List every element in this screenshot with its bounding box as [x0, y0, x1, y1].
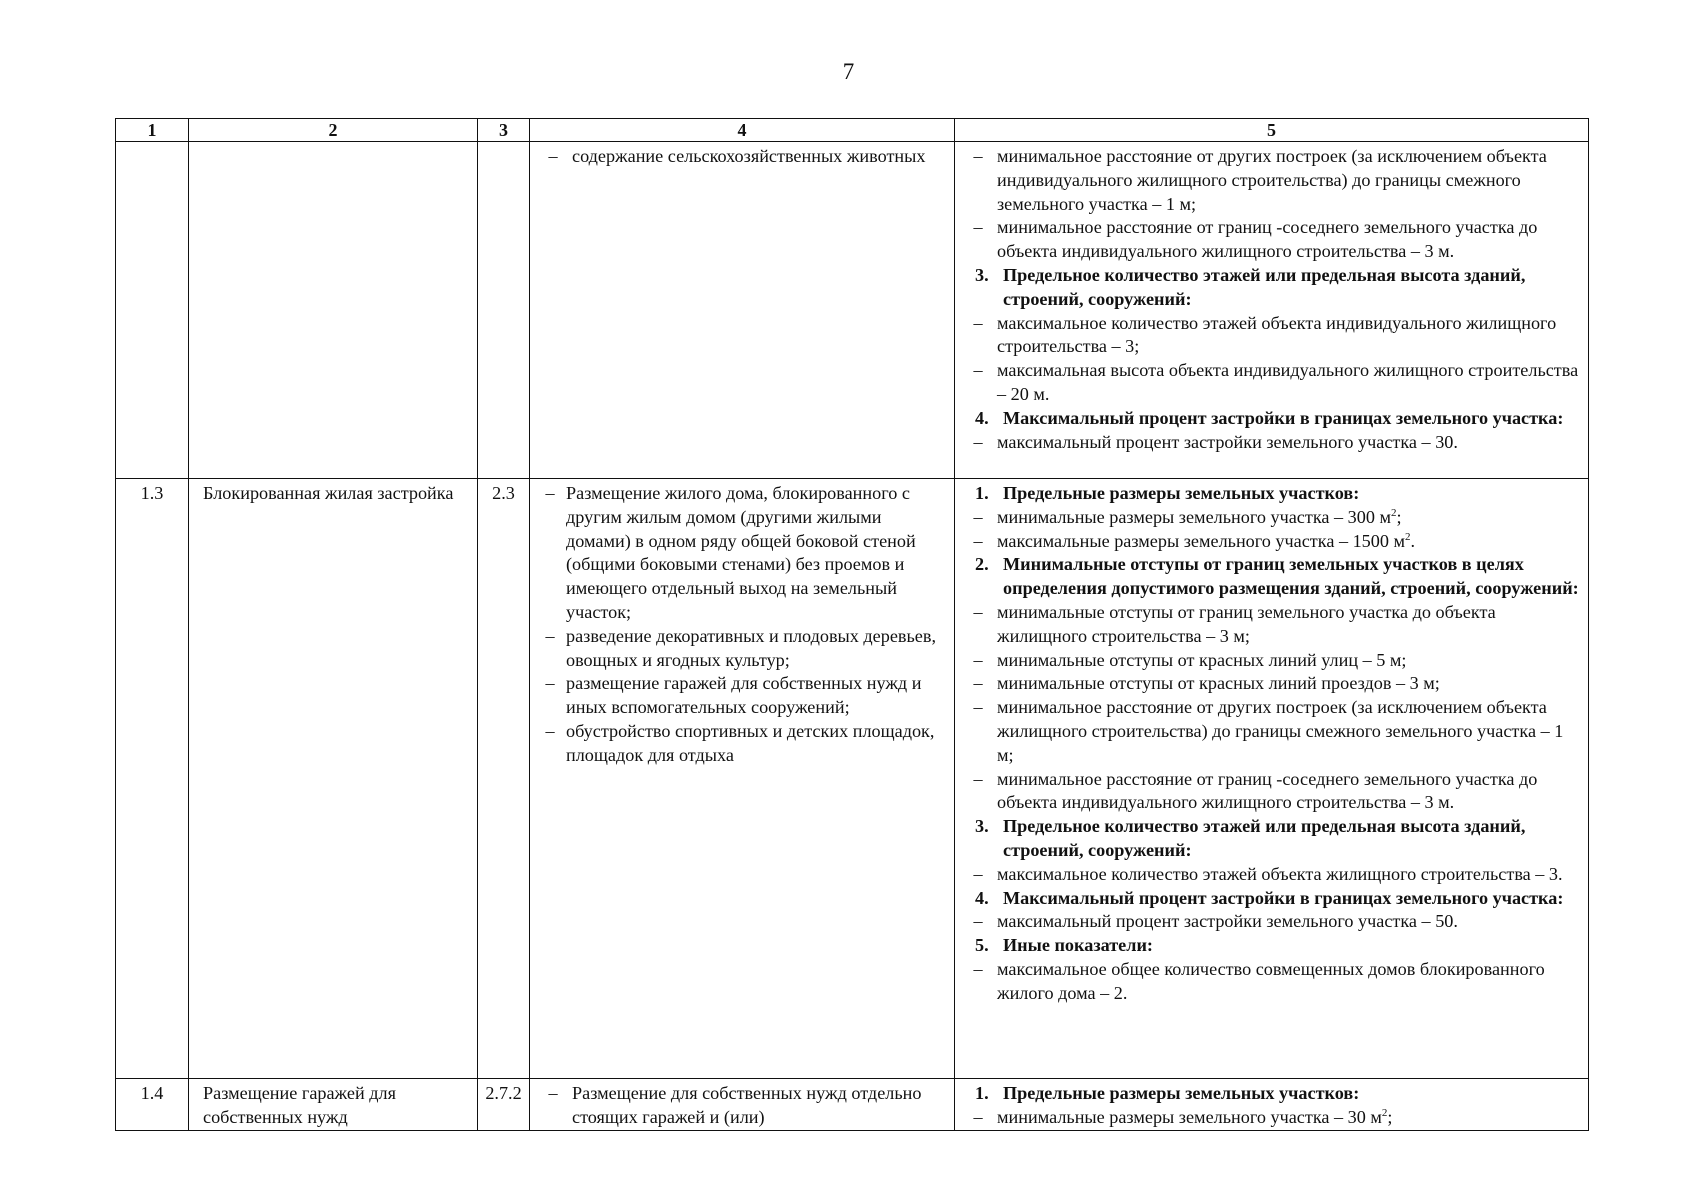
- dash-marker: [959, 506, 997, 530]
- marker-text: –: [973, 1106, 983, 1127]
- number-marker: [959, 264, 1003, 312]
- dash-marker: [959, 530, 997, 554]
- parameter-main-text: минимальные отступы от границ земельного участка до объекта жилищного строительства – 3 м;: [997, 601, 1496, 646]
- marker-text: –: [973, 360, 983, 381]
- parameters-cell: [955, 479, 1589, 1079]
- use-list-item: [534, 720, 948, 768]
- parameter-main-text: минимальное расстояние от других построек (за исключением объекта жилищного строительства) до границы смежного земельного участка – 1 м;: [997, 697, 1564, 765]
- use-description-cell: [530, 1079, 955, 1131]
- parameter-main-text: минимальные отступы от красных линий улиц – 5 м;: [997, 649, 1407, 670]
- parameter-text: [997, 1106, 1582, 1130]
- marker-text: 1.: [975, 483, 989, 503]
- parameter-main-text: максимальное количество этажей объекта жилищного строительства – 3.: [997, 863, 1563, 884]
- marker-text: –: [973, 217, 983, 238]
- use-text: размещение гаражей для собственных нужд и иных вспомогательных сооружений;: [566, 673, 922, 718]
- use-name-cell: [189, 142, 478, 479]
- superscript: 2: [1390, 506, 1397, 519]
- parameter-main-text: Максимальный процент застройки в границах земельного участка:: [1003, 887, 1564, 908]
- use-name-cell: Блокированная жилая застройка: [189, 479, 478, 1079]
- dash-marker: [959, 696, 997, 767]
- parameter-item: [959, 359, 1582, 407]
- table-row: [116, 479, 1589, 1079]
- dash-marker: [959, 431, 997, 455]
- superscript: 2: [1381, 1106, 1388, 1119]
- use-text: разведение декоративных и плодовых деревьев, овощных и ягодных культур;: [566, 625, 937, 670]
- zoning-table: [115, 118, 1589, 1131]
- parameter-main-text: максимальные размеры земельного участка – 1500 м: [997, 530, 1406, 551]
- dash-marker: –: [545, 720, 555, 741]
- marker-text: 4.: [975, 407, 989, 428]
- dash-marker: –: [548, 146, 558, 166]
- parameter-item: [959, 145, 1582, 216]
- parameter-item: [959, 649, 1582, 673]
- dash-marker: –: [548, 1083, 558, 1103]
- marker-text: 3.: [975, 264, 989, 285]
- parameter-text: [997, 431, 1582, 455]
- parameter-heading: [959, 264, 1582, 312]
- number-marker: [959, 482, 1003, 506]
- parameter-main-text: Иные показатели:: [1003, 935, 1153, 956]
- parameter-text: [1003, 934, 1582, 958]
- marker-text: –: [973, 312, 983, 333]
- parameter-item: [959, 1106, 1582, 1130]
- header-row: [116, 119, 1589, 142]
- parameter-text: [997, 312, 1582, 360]
- parameter-main-text: минимальное расстояние от границ -соседнего земельного участка до объекта индивидуального жилищного строительства – 3 м.: [997, 768, 1538, 813]
- table-row: [116, 1079, 1589, 1131]
- parameter-heading: [959, 553, 1582, 601]
- dash-marker: [959, 145, 997, 216]
- header-col-3: 3: [478, 119, 530, 142]
- parameter-item: [959, 768, 1582, 816]
- parameters-cell: [955, 1079, 1589, 1131]
- parameter-item: [959, 601, 1582, 649]
- marker-text: –: [973, 431, 983, 452]
- parameter-text: [997, 506, 1582, 530]
- parameter-main-text: Предельное количество этажей или предельная высота зданий, строений, сооружений:: [1003, 264, 1526, 309]
- superscript: 2: [1405, 530, 1411, 543]
- parameter-main-text: минимальное расстояние от других построек (за исключением объекта индивидуального жилищного строительства) до границы смежного земельного участка – 1 м;: [997, 146, 1547, 214]
- dash-marker: [959, 768, 997, 816]
- marker-text: –: [973, 958, 983, 979]
- parameters-cell: [955, 142, 1589, 479]
- trailing-punctuation: ;: [1387, 1106, 1393, 1127]
- parameter-heading: [959, 482, 1582, 506]
- parameter-main-text: минимальные отступы от красных линий проездов – 3 м;: [997, 673, 1440, 694]
- parameter-item: [959, 216, 1582, 264]
- header-col-5: 5: [955, 119, 1589, 142]
- parameter-text: [1003, 482, 1582, 506]
- trailing-punctuation: ;: [1396, 506, 1402, 527]
- parameter-item: [959, 696, 1582, 767]
- header-col-2: 2: [189, 119, 478, 142]
- marker-text: –: [973, 768, 983, 789]
- marker-text: 1.: [975, 1083, 989, 1103]
- parameter-main-text: Минимальные отступы от границ земельных участков в целях определения допустимого размещения зданий, строений, сооружений:: [1003, 554, 1579, 599]
- marker-text: 5.: [975, 935, 989, 956]
- parameter-heading: [959, 815, 1582, 863]
- parameter-item: [959, 530, 1582, 554]
- dash-marker: [959, 1106, 997, 1130]
- parameter-heading: [959, 407, 1582, 431]
- use-list-item: [534, 672, 948, 720]
- dash-marker: [959, 312, 997, 360]
- parameter-text: [997, 216, 1582, 264]
- use-name-cell: Размещение гаражей для собственных нужд: [189, 1079, 478, 1131]
- use-list-item: [534, 482, 948, 625]
- parameter-text: [997, 145, 1582, 216]
- parameter-item: [959, 958, 1582, 1006]
- marker-text: –: [973, 530, 983, 551]
- parameter-heading: [959, 934, 1582, 958]
- use-text: содержание сельскохозяйственных животных: [572, 146, 926, 166]
- number-marker: [959, 887, 1003, 911]
- number-marker: [959, 407, 1003, 431]
- parameter-item: [959, 910, 1582, 934]
- number-marker: [959, 1082, 1003, 1106]
- use-list-item: [534, 1082, 948, 1130]
- parameter-text: [1003, 1082, 1582, 1106]
- row-number-cell: 1.4: [116, 1079, 189, 1131]
- marker-text: –: [973, 863, 983, 884]
- header-col-4: 4: [530, 119, 955, 142]
- parameter-main-text: Предельное количество этажей или предельная высота зданий, строений, сооружений:: [1003, 816, 1526, 860]
- parameter-item: [959, 506, 1582, 530]
- use-text: Размещение жилого дома, блокированного с другим жилым домом (другими жилыми домами) в одном ряду общей боковой стеной (общими боковыми стенами) без проемов и имеющего отдельный выход на земельный участок;: [566, 483, 916, 622]
- parameter-text: [1003, 553, 1582, 601]
- use-list-item: [534, 625, 948, 673]
- parameter-main-text: Предельные размеры земельных участков:: [1003, 483, 1360, 503]
- marker-text: –: [973, 506, 983, 527]
- use-code-cell: [478, 142, 530, 479]
- parameter-heading: [959, 1082, 1582, 1106]
- marker-text: –: [973, 146, 983, 166]
- parameter-text: [997, 359, 1582, 407]
- parameter-text: [997, 910, 1582, 934]
- parameter-text: [997, 601, 1582, 649]
- marker-text: –: [973, 601, 983, 622]
- marker-text: –: [973, 673, 983, 694]
- parameter-heading: [959, 887, 1582, 911]
- use-text: Размещение для собственных нужд отдельно стоящих гаражей и (или): [572, 1083, 922, 1127]
- dash-marker: [959, 649, 997, 673]
- marker-text: 3.: [975, 816, 989, 837]
- parameter-main-text: максимальное количество этажей объекта индивидуального жилищного строительства – 3;: [997, 312, 1557, 357]
- header-col-1: 1: [116, 119, 189, 142]
- dash-marker: [959, 359, 997, 407]
- parameter-text: [997, 958, 1582, 1006]
- parameter-text: [997, 530, 1582, 554]
- trailing-punctuation: .: [1410, 530, 1416, 551]
- parameter-main-text: минимальное расстояние от границ -соседнего земельного участка до объекта индивидуального жилищного строительства – 3 м.: [997, 217, 1538, 262]
- marker-text: 2.: [975, 554, 989, 575]
- marker-text: –: [973, 649, 983, 670]
- parameter-text: [997, 768, 1582, 816]
- parameter-text: [1003, 264, 1582, 312]
- parameter-main-text: максимальный процент застройки земельного участка – 50.: [997, 911, 1458, 932]
- parameter-main-text: минимальные размеры земельного участка – 300 м: [997, 506, 1391, 527]
- parameter-text: [1003, 887, 1582, 911]
- parameter-item: [959, 672, 1582, 696]
- dash-marker: –: [545, 625, 555, 646]
- parameter-main-text: максимальное общее количество совмещенных домов блокированного жилого дома – 2.: [997, 958, 1545, 1003]
- row-number-cell: [116, 142, 189, 479]
- marker-text: –: [973, 911, 983, 932]
- parameter-text: [1003, 815, 1582, 863]
- use-description-cell: [530, 479, 955, 1079]
- parameter-item: [959, 431, 1582, 455]
- parameter-text: [1003, 407, 1582, 431]
- row-number-cell: 1.3: [116, 479, 189, 1079]
- marker-text: –: [973, 697, 983, 718]
- dash-marker: –: [545, 673, 555, 694]
- number-marker: [959, 934, 1003, 958]
- dash-marker: [959, 672, 997, 696]
- parameter-text: [997, 696, 1582, 767]
- parameter-main-text: минимальные размеры земельного участка – 30 м: [997, 1106, 1382, 1127]
- use-text: обустройство спортивных и детских площадок, площадок для отдыха: [566, 720, 935, 765]
- page-number: 7: [842, 59, 855, 84]
- parameter-text: [997, 672, 1582, 696]
- parameter-main-text: Максимальный процент застройки в границах земельного участка:: [1003, 407, 1564, 428]
- dash-marker: [959, 958, 997, 1006]
- parameter-main-text: максимальная высота объекта индивидуального жилищного строительства – 20 м.: [997, 360, 1579, 404]
- table-row: [116, 142, 1589, 479]
- parameter-text: [997, 649, 1582, 673]
- parameter-item: [959, 863, 1582, 887]
- dash-marker: [959, 601, 997, 649]
- use-code-cell: 2.3: [478, 479, 530, 1079]
- use-code-cell: 2.7.2: [478, 1079, 530, 1131]
- parameter-main-text: Предельные размеры земельных участков:: [1003, 1083, 1360, 1103]
- parameter-item: [959, 312, 1582, 360]
- parameter-text: [997, 863, 1582, 887]
- marker-text: 4.: [975, 887, 989, 908]
- number-marker: [959, 553, 1003, 601]
- number-marker: [959, 815, 1003, 863]
- dash-marker: –: [545, 483, 555, 503]
- dash-marker: [959, 863, 997, 887]
- dash-marker: [959, 216, 997, 264]
- parameter-main-text: максимальный процент застройки земельного участка – 30.: [997, 431, 1458, 452]
- dash-marker: [959, 910, 997, 934]
- use-list-item: [534, 145, 948, 169]
- use-description-cell: [530, 142, 955, 479]
